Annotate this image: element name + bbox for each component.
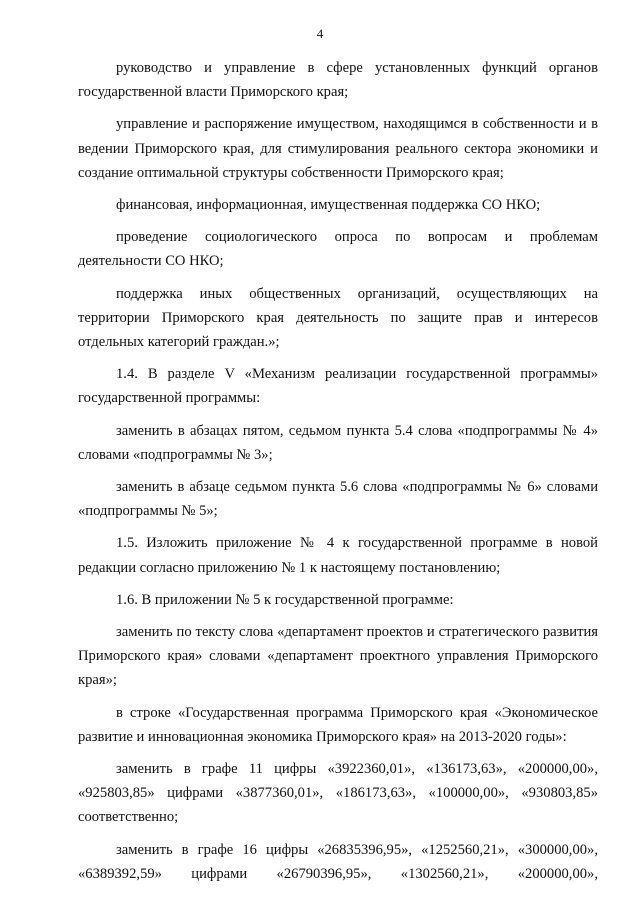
document-body xyxy=(78,56,598,886)
paragraph: проведение социологического опроса по вопросам и проблемам деятельности СО НКО; xyxy=(78,229,598,270)
paragraph: заменить по тексту слова «департамент проектов и стратегического развития Приморского края» словами «департамент проектного управления Приморского края»; xyxy=(78,624,598,689)
page-number: 4 xyxy=(316,26,324,41)
paragraph: финансовая, информационная, имущественная поддержка СО НКО; xyxy=(116,197,541,214)
paragraph: управление и распоряжение имуществом, находящимся в собственности и в ведении Приморского края, для стимулирования реального сектора экономики и создание оптимальной структуры собственности Приморского края; xyxy=(78,116,598,181)
paragraph: в строке «Государственная программа Приморского края «Экономическое развитие и инновационная экономика Приморского края» на 2013-2020 годы»: xyxy=(78,704,598,745)
paragraph: заменить в графе 11 цифры «3922360,01», «136173,63», «200000,00», «925803,85» цифрами «3877360,01», «186173,63», «100000,00», «930803,85» соответственно; xyxy=(78,761,598,826)
paragraph: руководство и управление в сфере установленных функций органов государственной власти Приморского края; xyxy=(78,60,598,101)
paragraph: 1.6. В приложении № 5 к государственной программе: xyxy=(116,591,454,608)
paragraph: поддержка иных общественных организаций, осуществляющих на территории Приморского края деятельность по защите прав и интересов отдельных категорий граждан.»; xyxy=(78,285,598,351)
paragraph: заменить в абзаце седьмом пункта 5.6 слова «подпрограммы № 6» словами «подпрограммы № 5»; xyxy=(78,479,598,520)
paragraph: 1.4. В разделе V «Механизм реализации государственной программы» государственной программы: xyxy=(78,366,598,407)
paragraph: заменить в абзацах пятом, седьмом пункта 5.4 слова «подпрограммы № 4» словами «подпрограммы № 3»; xyxy=(78,422,598,463)
paragraph: заменить в графе 16 цифры «26835396,95», «1252560,21», «300000,00», «6389392,59» цифрами «26790396,95», «1302560,21», «200000,00», xyxy=(78,841,598,882)
paragraph: 1.5. Изложить приложение № 4 к государственной программе в новой редакции согласно приложению № 1 к настоящему постановлению; xyxy=(78,535,598,576)
